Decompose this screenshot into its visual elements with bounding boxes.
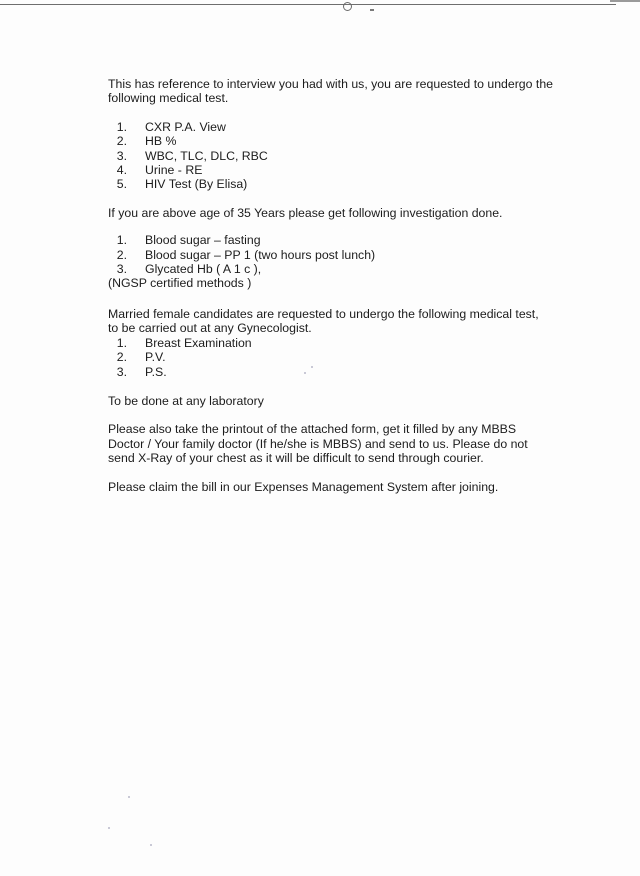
female-test-list xyxy=(108,336,578,379)
list-number: 1. xyxy=(116,119,127,134)
list-item xyxy=(108,248,578,262)
list-item-text: Urine - RE xyxy=(145,163,203,178)
list-item xyxy=(108,163,578,177)
scan-speck xyxy=(108,827,110,829)
list-item-text: CXR P.A. View xyxy=(145,119,226,134)
list-item xyxy=(108,134,578,148)
list-item-text: HIV Test (By Elisa) xyxy=(145,177,248,192)
female-note-line: to be carried out at any Gynecologist. xyxy=(108,321,312,336)
list-item-text: Blood sugar – PP 1 (two hours post lunch) xyxy=(145,247,376,262)
list-number: 1. xyxy=(116,335,127,350)
list-item-text: P.V. xyxy=(145,350,166,365)
list-number: 3. xyxy=(116,262,127,277)
top-edge-mark xyxy=(610,0,640,2)
female-note-line: Married female candidates are requested to undergo the following medical test, xyxy=(108,306,539,321)
list-number: 4. xyxy=(116,163,127,178)
printout-line: send X-Ray of your chest as it will be difficult to send through courier. xyxy=(108,451,484,466)
age-note-paragraph: If you are above age of 35 Years please get following investigation done. xyxy=(108,205,503,220)
list-item xyxy=(108,350,578,364)
list-item xyxy=(108,177,578,191)
list-number: 3. xyxy=(116,148,127,163)
scan-speck xyxy=(150,844,152,846)
list-item-text: Glycated Hb ( A 1 c ), xyxy=(145,262,262,277)
list-item-text: Breast Examination xyxy=(145,335,252,350)
list-number: 2. xyxy=(116,350,127,365)
list-number: 3. xyxy=(116,364,127,379)
list-number: 2. xyxy=(116,134,127,149)
intro-paragraph: This has reference to interview you had with us, you are requested to undergo the following medical test. xyxy=(108,77,553,106)
printout-line: Doctor / Your family doctor (If he/she is MBBS) and send to us. Please do not xyxy=(108,436,528,451)
lab-note-paragraph: To be done at any laboratory xyxy=(108,393,264,408)
scan-speck xyxy=(128,796,130,798)
punch-hole-mark xyxy=(343,2,352,11)
list-item xyxy=(108,149,578,163)
claim-note-paragraph: Please claim the bill in our Expenses Management System after joining. xyxy=(108,479,499,494)
punch-dot-mark xyxy=(370,9,374,11)
list-item xyxy=(108,365,578,379)
top-border-line xyxy=(0,4,616,5)
list-number: 2. xyxy=(116,247,127,262)
printout-line: Please also take the printout of the attached form, get it filled by any MBBS xyxy=(108,422,517,437)
list-item-text: WBC, TLC, DLC, RBC xyxy=(145,148,268,163)
list-item xyxy=(108,120,578,134)
medical-test-list xyxy=(108,120,578,192)
letter-body xyxy=(108,77,578,494)
list-item-text: P.S. xyxy=(145,364,167,379)
list-item-text: Blood sugar – fasting xyxy=(145,233,261,248)
ngsp-note: (NGSP certified methods ) xyxy=(108,276,252,291)
list-item-text: HB % xyxy=(145,134,177,149)
list-number: 1. xyxy=(116,233,127,248)
list-number: 5. xyxy=(116,177,127,192)
list-item xyxy=(108,233,578,247)
list-item xyxy=(108,336,578,350)
age-test-list xyxy=(108,233,578,276)
list-item xyxy=(108,262,578,276)
